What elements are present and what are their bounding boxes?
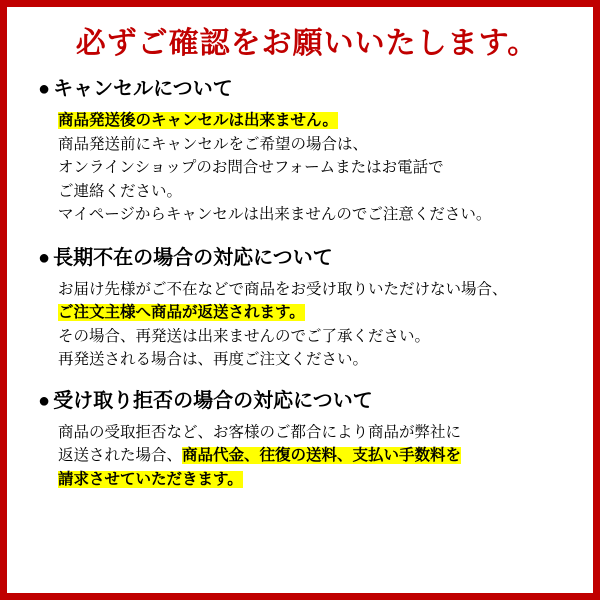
section-heading-refusal xyxy=(34,388,586,415)
section-title-absence: 長期不在の場合の対応について xyxy=(53,246,333,269)
document-inner xyxy=(14,14,600,600)
bullet-icon: ● xyxy=(38,246,51,269)
body-text: 返送された場合、 xyxy=(58,447,183,465)
body-text: その場合、再発送は出来ませんのでご了承ください。 xyxy=(58,327,431,345)
body-line xyxy=(58,278,586,302)
body-text: ご連絡ください。 xyxy=(58,182,183,200)
section-absence xyxy=(34,245,586,372)
section-heading-absence xyxy=(34,245,586,272)
section-body-refusal xyxy=(34,421,586,492)
body-line xyxy=(58,348,586,372)
body-line xyxy=(58,203,586,227)
highlighted-text: 請求させていただきます。 xyxy=(58,471,243,489)
body-line xyxy=(58,468,586,492)
body-line xyxy=(58,180,586,204)
body-text: 再発送される場合は、再度ご注文ください。 xyxy=(58,351,369,369)
body-line xyxy=(58,325,586,349)
section-heading-cancel xyxy=(34,76,586,103)
body-text: オンラインショップのお問合せフォームまたはお電話で xyxy=(58,159,444,177)
body-text: 商品発送前にキャンセルをご希望の場合は、 xyxy=(58,135,369,153)
page-title: 必ずご確認をお願いいたします。 xyxy=(75,27,539,60)
notice-sections xyxy=(34,76,586,492)
section-title-cancel: キャンセルについて xyxy=(53,78,233,100)
section-body-cancel xyxy=(34,109,586,227)
section-refusal xyxy=(34,388,586,492)
highlighted-text: ご注文主様へ商品が返送されます。 xyxy=(58,304,305,322)
body-line xyxy=(58,156,586,180)
body-line xyxy=(58,133,586,157)
body-text: お届け先様がご不在などで商品をお受け取りいただけない場合、 xyxy=(58,280,508,298)
section-body-absence xyxy=(34,278,586,372)
section-cancel xyxy=(34,76,586,227)
body-line xyxy=(58,421,586,445)
body-text: マイページからキャンセルは出来ませんのでご注意ください。 xyxy=(58,206,492,224)
bullet-icon: ● xyxy=(38,78,51,100)
section-title-refusal: 受け取り拒否の場合の対応について xyxy=(53,389,373,412)
body-line xyxy=(58,444,586,468)
highlighted-text: 商品代金、往復の送料、支払い手数料を xyxy=(182,447,462,465)
body-line xyxy=(58,109,586,133)
body-text: 商品の受取拒否など、お客様のご都合により商品が弊社に xyxy=(58,423,462,441)
highlighted-text: 商品発送後のキャンセルは出来ません。 xyxy=(58,112,338,129)
body-line xyxy=(58,301,586,325)
bullet-icon: ● xyxy=(38,389,51,412)
